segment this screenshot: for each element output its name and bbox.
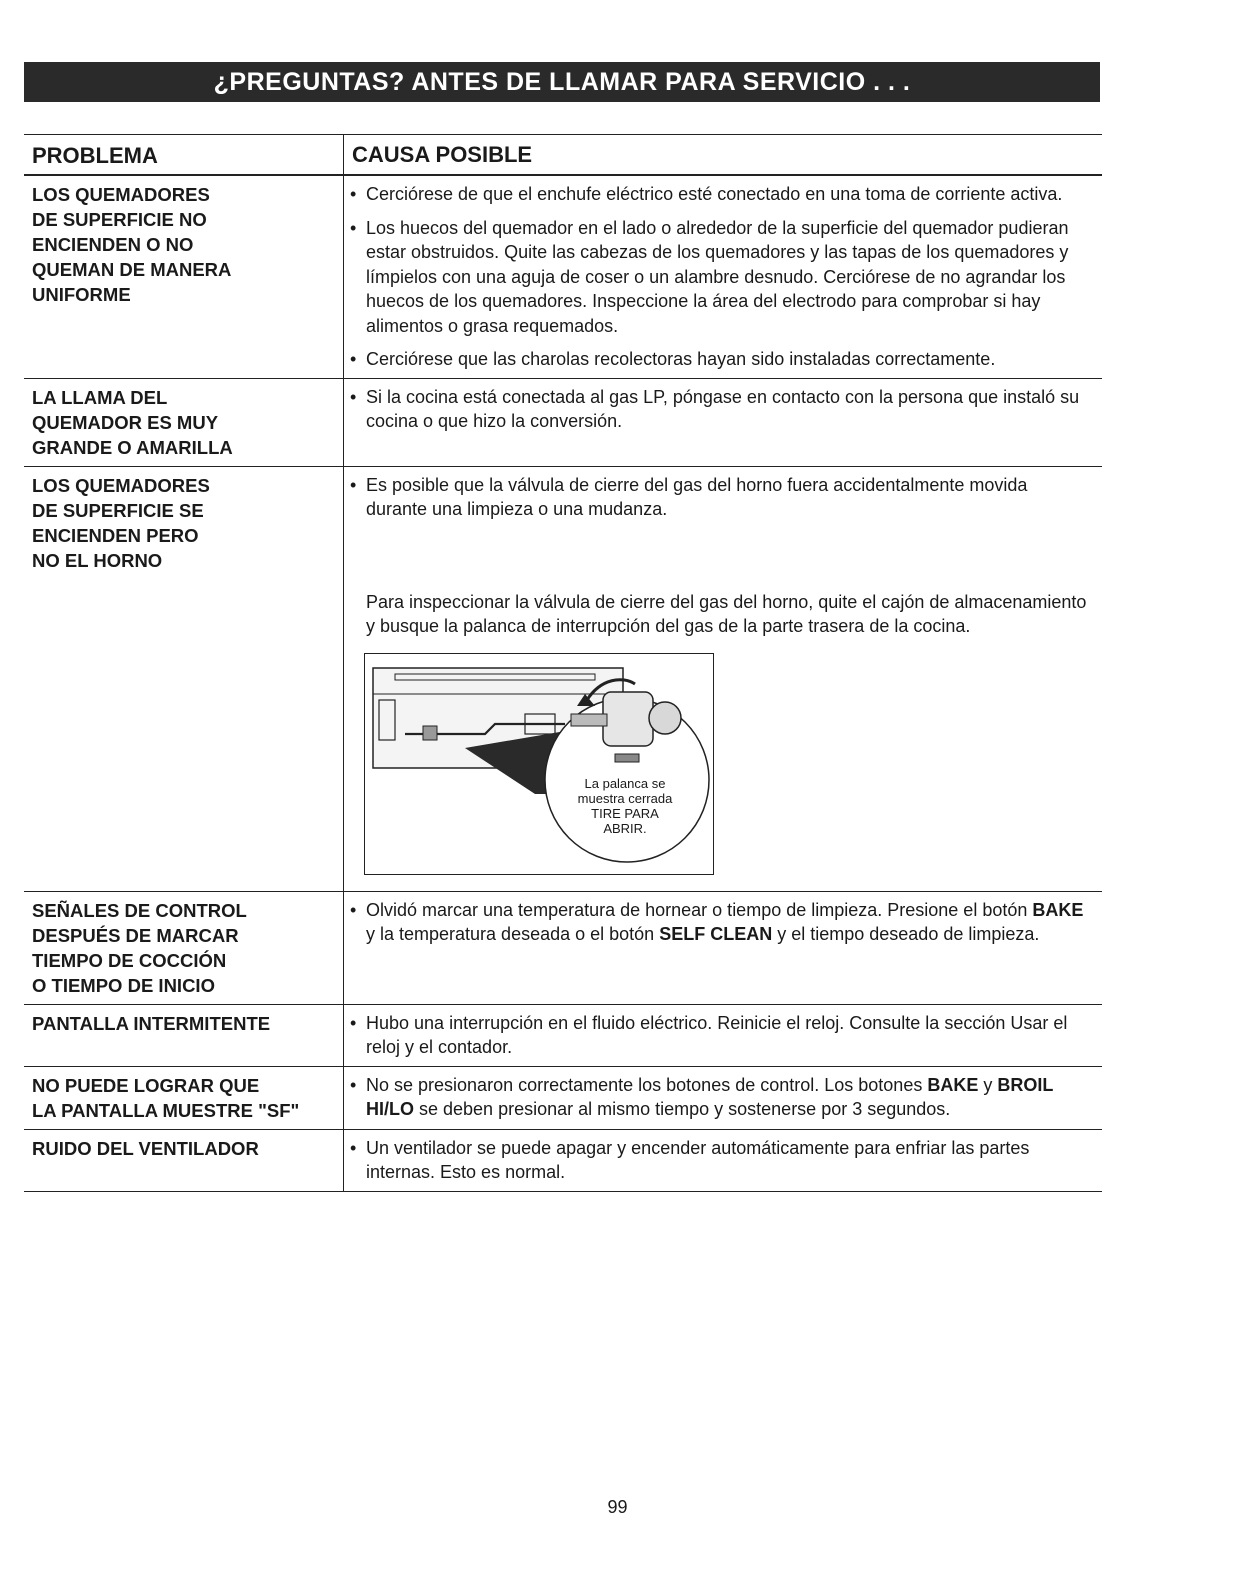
table-row	[24, 176, 1102, 379]
cause-cell	[344, 892, 1102, 1004]
problem-cell	[24, 379, 344, 466]
table-row	[24, 1067, 1102, 1130]
problem-line: DESPUÉS DE MARCAR	[32, 924, 239, 946]
problem-line: QUEMADOR ES MUY	[32, 411, 219, 433]
cause-cell	[344, 176, 1102, 378]
problem-cell	[24, 1130, 344, 1191]
problem-cell	[24, 176, 344, 378]
problem-line: LOS QUEMADORES	[32, 184, 210, 205]
cause-cell	[344, 467, 1102, 891]
page-title-banner	[24, 62, 1100, 102]
callout-line: muestra cerrada	[577, 790, 673, 806]
cause-bullet: • Hubo una interrupción en el fluido eléctrico. Reinicie el reloj. Consulte la sección Usar el reloj y el contador.	[350, 1011, 1088, 1060]
problem-cell	[24, 1067, 344, 1129]
cause-cell	[344, 1130, 1102, 1191]
troubleshooting-table	[24, 134, 1102, 1192]
cause-cell	[344, 1005, 1102, 1066]
cause-bullet	[350, 898, 1088, 947]
problem-line: GRANDE O AMARILLA	[32, 436, 233, 458]
table-row	[24, 1130, 1102, 1192]
table-header-row	[24, 135, 1102, 176]
problem-line: RUIDO DEL VENTILADOR	[32, 1137, 259, 1159]
inspection-note: Para inspeccionar la válvula de cierre del gas del horno, quite el cajón de almacenamiento y busque la palanca de interrupción del gas de la parte trasera de la cocina.	[366, 591, 1087, 636]
valve-callout	[555, 776, 695, 836]
problem-line: LA PANTALLA MUESTRE "SF"	[32, 1099, 300, 1121]
problem-line: LA LLAMA DEL	[32, 386, 168, 408]
page-number: 99	[607, 1497, 628, 1517]
problem-line: NO PUEDE LOGRAR QUE	[32, 1074, 260, 1096]
bake-keyword: BAKE	[927, 1074, 979, 1095]
problem-line: NO EL HORNO	[32, 549, 163, 571]
cause-bullet: • Cerciórese de que el enchufe eléctrico esté conectado en una toma de corriente activa.	[350, 182, 1088, 207]
problem-line: ENCIENDEN PERO	[32, 524, 199, 546]
cause-bullet: • Es posible que la válvula de cierre del gas del horno fuera accidentalmente movida durante una limpieza o una mudanza.	[350, 473, 1088, 522]
cause-text: Olvidó marcar una temperatura de hornear o tiempo de limpieza. Presione el botón	[366, 899, 1033, 920]
gas-valve-illustration	[365, 654, 715, 876]
gas-valve-figure	[364, 653, 714, 875]
problem-line: O TIEMPO DE INICIO	[32, 974, 215, 996]
problem-line: SEÑALES DE CONTROL	[32, 899, 247, 921]
problem-cell	[24, 892, 344, 1004]
cause-text: y	[978, 1074, 998, 1095]
callout-line: La palanca se	[584, 775, 666, 791]
cause-bullet: • Si la cocina está conectada al gas LP, póngase en contacto con la persona que instaló su cocina o que hizo la conversión.	[350, 385, 1088, 434]
problem-line: ENCIENDEN O NO	[32, 234, 194, 255]
cause-bullet: • Un ventilador se puede apagar y encender automáticamente para enfriar las partes internas. Esto es normal.	[350, 1136, 1088, 1185]
problem-line: DE SUPERFICIE SE	[32, 499, 204, 521]
problem-line: LOS QUEMADORES	[32, 474, 210, 496]
cause-text: se deben presionar al mismo tiempo y sostenerse por 3 segundos.	[414, 1099, 951, 1119]
cause-cell	[344, 379, 1102, 466]
cause-cell	[344, 1067, 1102, 1129]
header-cause: CAUSA POSIBLE	[352, 142, 533, 167]
problem-line: PANTALLA INTERMITENTE	[32, 1012, 271, 1034]
cause-text: y la temperatura deseada o el botón	[366, 924, 660, 944]
broil-keyword: BROIL HI/LO	[366, 1074, 1054, 1119]
problem-cell	[24, 1005, 344, 1066]
problem-line: TIEMPO DE COCCIÓN	[32, 949, 227, 971]
cause-bullet: • Cerciórese que las charolas recolectoras hayan sido instaladas correctamente.	[350, 347, 1088, 372]
table-row	[24, 379, 1102, 467]
cause-text: No se presionaron correctamente los botones de control. Los botones	[366, 1074, 928, 1095]
table-row	[24, 892, 1102, 1005]
cause-bullet: • Los huecos del quemador en el lado o alrededor de la superficie del quemador pudieran estar obstruidos. Quite las cabezas de los quemadores y las tapas de los quemadores y límpielos con una aguja de coser o un alambre desnudo. Cerciórese de no agrandar los huecos de los quemadores. Inspeccione la área del electrodo para comprobar si hay alimentos o grasa requemados.	[350, 216, 1088, 339]
problem-line: QUEMAN DE MANERA	[32, 259, 232, 280]
callout-line: TIRE PARA	[591, 805, 659, 821]
self-clean-keyword: SELF CLEAN	[659, 924, 773, 944]
table-row	[24, 467, 1102, 892]
bake-keyword: BAKE	[1032, 899, 1084, 920]
problem-cell	[24, 467, 344, 891]
table-row	[24, 1005, 1102, 1067]
problem-line: UNIFORME	[32, 284, 131, 305]
page-title: ¿PREGUNTAS? ANTES DE LLAMAR PARA SERVICIO . . .	[213, 67, 911, 96]
header-problem: PROBLEMA	[24, 135, 344, 174]
problem-line: DE SUPERFICIE NO	[32, 209, 207, 230]
callout-line: ABRIR.	[603, 820, 647, 836]
cause-bullet	[350, 1073, 1088, 1122]
cause-text: y el tiempo deseado de limpieza.	[772, 924, 1040, 944]
